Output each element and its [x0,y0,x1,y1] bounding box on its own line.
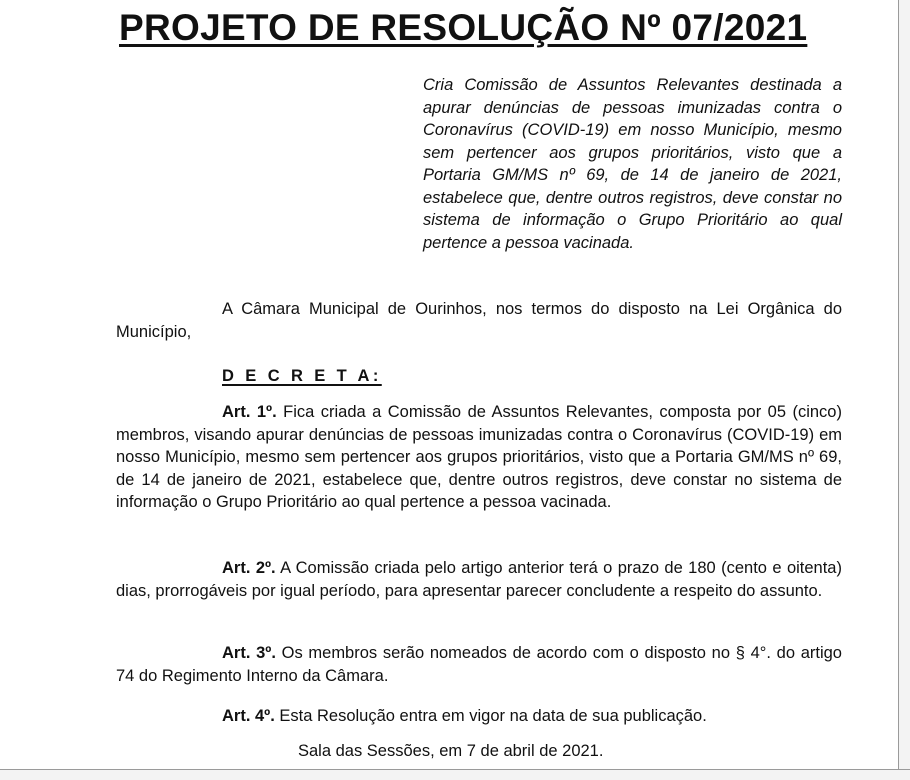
article-3-label: Art. 3º. [222,644,276,662]
article-2-text: A Comissão criada pelo artigo anterior terá o prazo de 180 (cento e oitenta) dias, prorrogáveis por igual período, para apresentar parecer concludente a respeito do assunto. [116,559,842,600]
article-2 [116,557,842,602]
article-4 [116,705,842,728]
article-3 [116,642,842,687]
decreta-heading: D E C R E T A: [222,367,382,385]
preamble-paragraph: A Câmara Municipal de Ourinhos, nos termos do disposto na Lei Orgânica do Município, [116,300,842,341]
article-1 [116,401,842,514]
article-4-label: Art. 4º. [222,707,275,725]
viewer-bottom-edge [0,769,910,780]
article-1-text: Fica criada a Comissão de Assuntos Relevantes, composta por 05 (cinco) membros, visando apurar denúncias de pessoas imunizadas contra o Coronavírus (COVID-19) em nosso Município, mesmo sem pertencer aos grupos prioritários, visto que a Portaria GM/MS nº 69, de 14 de janeiro de 2021, estabelece que, dentre outros registros, deve constar no sistema de informação o Grupo Prioritário ao qual pertence a pessoa vacinada. [116,403,842,511]
viewer-right-edge [898,0,910,780]
signature-line: Sala das Sessões, em 7 de abril de 2021. [298,742,604,760]
ementa-summary: Cria Comissão de Assuntos Relevantes destinada a apurar denúncias de pessoas imunizadas contra o Coronavírus (COVID-19) em nosso Município, mesmo sem pertencer aos grupos prioritários, visto que a Portaria GM/MS nº 69, de 14 de janeiro de 2021, estabelece que, dentre outros registros, deve constar no sistema de informação o Grupo Prioritário ao qual pertence a pessoa vacinada. [423,76,842,252]
article-4-text: Esta Resolução entra em vigor na data de sua publicação. [279,707,707,725]
article-3-text: Os membros serão nomeados de acordo com o disposto no § 4°. do artigo 74 do Regimento Interno da Câmara. [116,644,842,685]
article-2-label: Art. 2º. [222,559,276,577]
document-title: PROJETO DE RESOLUÇÃO Nº 07/2021 [119,7,808,48]
article-1-label: Art. 1º. [222,403,277,421]
